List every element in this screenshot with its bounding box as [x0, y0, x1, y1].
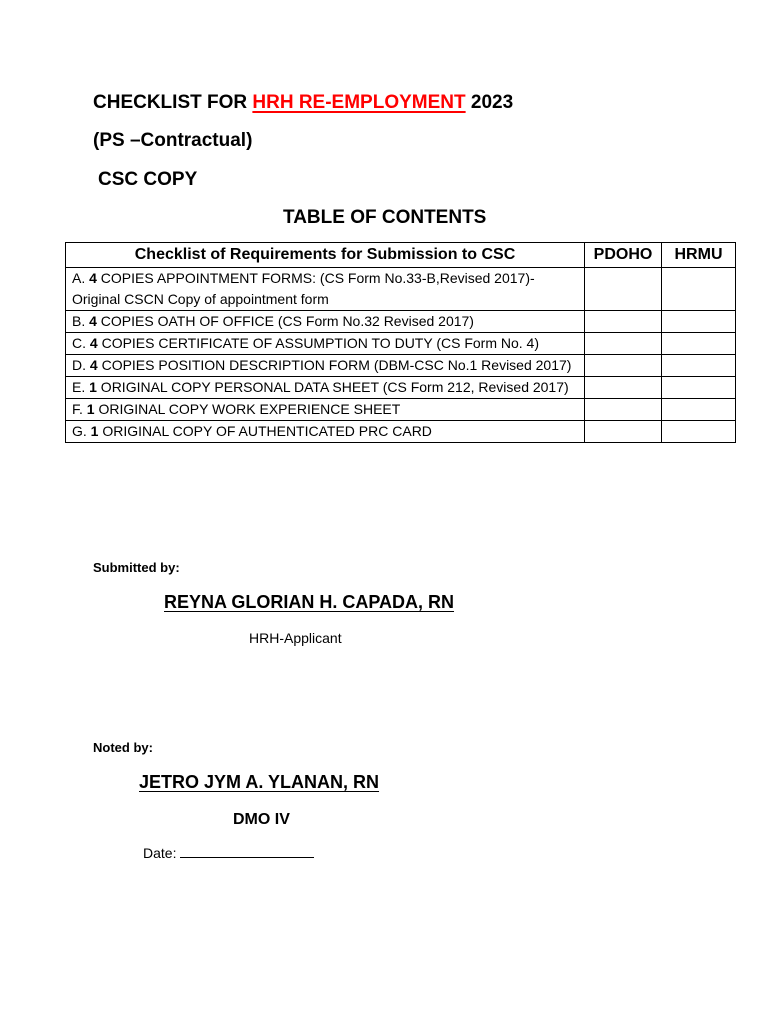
- title-highlight: HRH RE-EMPLOYMENT: [252, 92, 466, 113]
- copy-count: 4: [89, 335, 98, 351]
- requirement-cell: [66, 355, 585, 377]
- pdoho-check-cell[interactable]: [585, 355, 662, 377]
- date-field: [143, 845, 314, 861]
- hrmu-check-cell[interactable]: [662, 311, 736, 333]
- requirement-cell: [66, 399, 585, 421]
- pdoho-check-cell[interactable]: [585, 333, 662, 355]
- requirement-cell: [66, 268, 585, 311]
- requirement-cell: [66, 333, 585, 355]
- row-letter: B.: [72, 313, 90, 329]
- requirement-text: COPIES OATH OF OFFICE (CS Form No.32 Revised 2017): [96, 313, 474, 329]
- submitter-name: REYNA GLORIAN H. CAPADA, RN: [164, 592, 455, 612]
- pdoho-check-cell[interactable]: [585, 421, 662, 443]
- noter-name: JETRO JYM A. YLANAN, RN: [139, 772, 380, 792]
- pdoho-check-cell[interactable]: [585, 377, 662, 399]
- column-header-requirements: Checklist of Requirements for Submission to CSC: [66, 243, 585, 268]
- submitter-role: HRH-Applicant: [249, 630, 342, 646]
- table-row: [66, 268, 736, 311]
- row-letter: F.: [72, 401, 87, 417]
- copy-count: 1: [90, 423, 99, 439]
- hrmu-check-cell[interactable]: [662, 268, 736, 311]
- document-title: [93, 92, 513, 114]
- requirement-text: COPIES CERTIFICATE OF ASSUMPTION TO DUTY (CS Form No. 4): [97, 335, 540, 351]
- hrmu-check-cell[interactable]: [662, 355, 736, 377]
- requirement-text: COPIES POSITION DESCRIPTION FORM (DBM-CSC No.1 Revised 2017): [97, 357, 572, 373]
- pdoho-check-cell[interactable]: [585, 311, 662, 333]
- row-letter: G.: [72, 423, 91, 439]
- requirement-cell: [66, 377, 585, 399]
- noter-role: DMO IV: [233, 811, 290, 828]
- requirement-text: ORIGINAL COPY WORK EXPERIENCE SHEET: [94, 401, 401, 417]
- date-blank-line[interactable]: [180, 845, 314, 858]
- table-header-row: [66, 243, 736, 268]
- copy-count: 1: [86, 401, 95, 417]
- column-header-pdoho: PDOHO: [585, 243, 662, 268]
- title-suffix: 2023: [465, 92, 514, 113]
- hrmu-check-cell[interactable]: [662, 377, 736, 399]
- document-subtitle: (PS –Contractual): [93, 130, 253, 151]
- hrmu-check-cell[interactable]: [662, 399, 736, 421]
- noted-by-label: Noted by:: [93, 740, 153, 755]
- copy-count: 4: [89, 357, 98, 373]
- row-letter: D.: [72, 357, 90, 373]
- pdoho-check-cell[interactable]: [585, 399, 662, 421]
- copy-count: 1: [89, 379, 97, 395]
- copy-count: 4: [89, 313, 97, 329]
- table-row: [66, 377, 736, 399]
- table-row: [66, 355, 736, 377]
- row-letter: C.: [72, 335, 90, 351]
- hrmu-check-cell[interactable]: [662, 333, 736, 355]
- hrmu-check-cell[interactable]: [662, 421, 736, 443]
- table-row: [66, 333, 736, 355]
- pdoho-check-cell[interactable]: [585, 268, 662, 311]
- submitted-by-label: Submitted by:: [93, 560, 180, 575]
- copy-count: 4: [89, 270, 97, 286]
- requirement-text: ORIGINAL COPY OF AUTHENTICATED PRC CARD: [98, 423, 432, 439]
- column-header-hrmu: HRMU: [662, 243, 736, 268]
- date-label: Date:: [143, 845, 177, 861]
- requirement-text: ORIGINAL COPY PERSONAL DATA SHEET (CS Form 212, Revised 2017): [96, 379, 569, 395]
- requirement-text: COPIES APPOINTMENT FORMS: (CS Form No.33-B,Revised 2017)- Original CSCN Copy of appointment form: [72, 270, 535, 307]
- requirement-cell: [66, 311, 585, 333]
- requirements-table: [65, 242, 736, 443]
- requirement-cell: [66, 421, 585, 443]
- row-letter: E.: [72, 379, 90, 395]
- table-row: [66, 311, 736, 333]
- table-row: [66, 399, 736, 421]
- table-row: [66, 421, 736, 443]
- row-letter: A.: [72, 270, 90, 286]
- toc-heading: TABLE OF CONTENTS: [283, 207, 487, 228]
- title-prefix: CHECKLIST FOR: [93, 92, 253, 113]
- copy-label: CSC COPY: [98, 169, 198, 190]
